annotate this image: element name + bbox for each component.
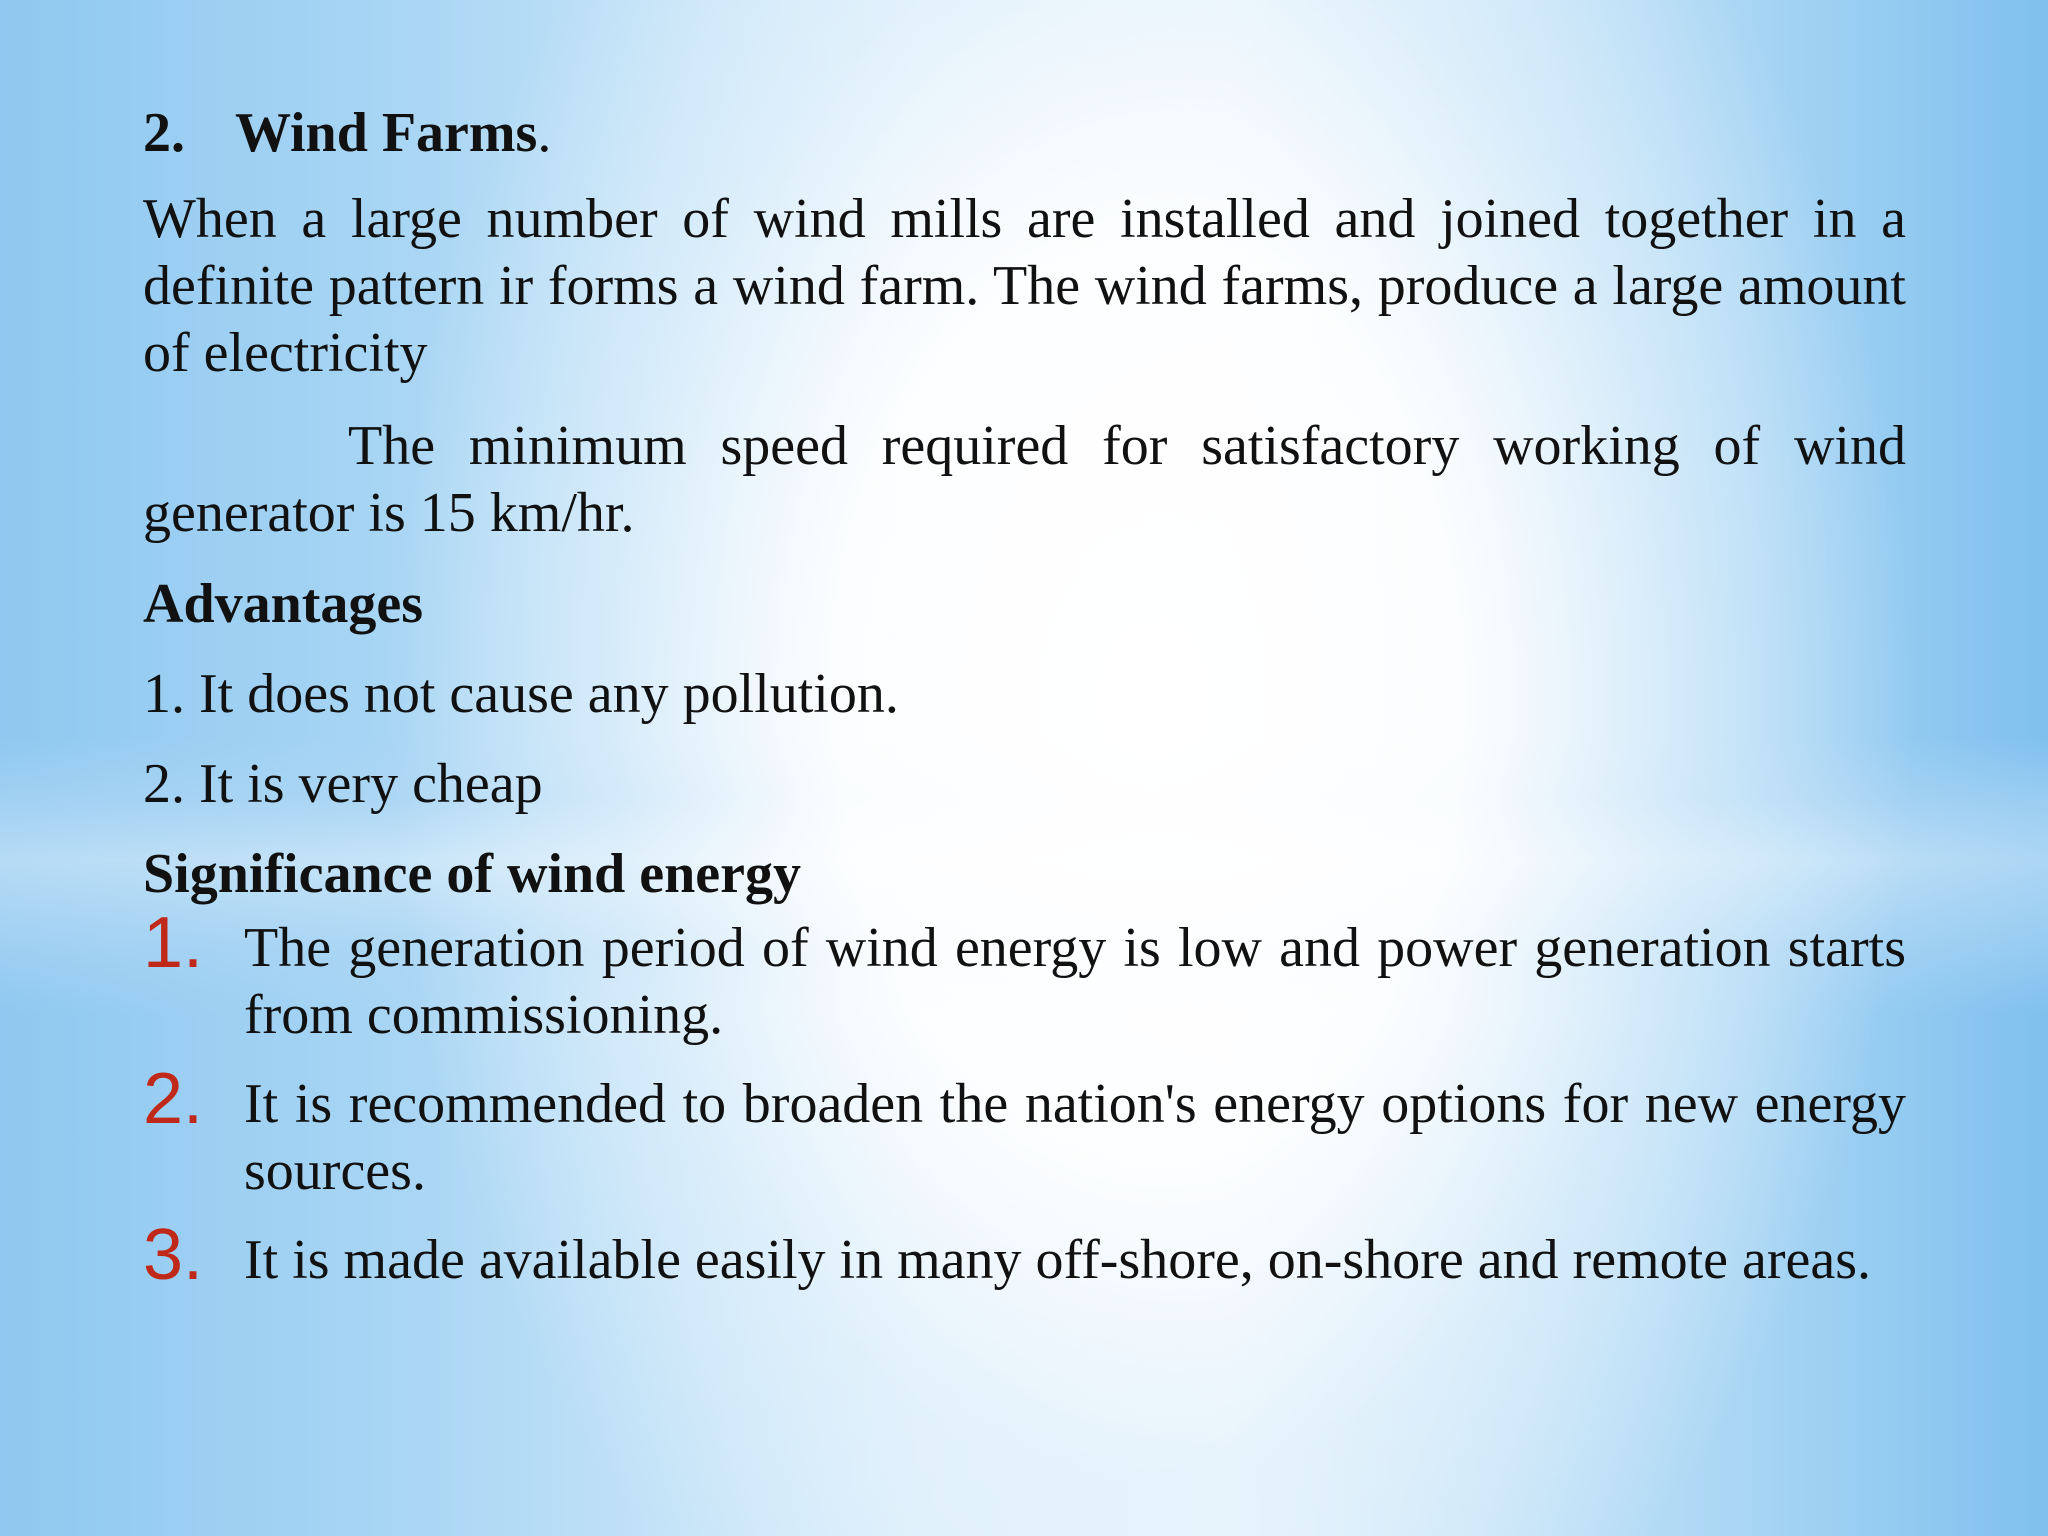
advantage-item-2: 2. It is very cheap [143, 753, 543, 815]
section-title: Wind Farms [235, 102, 538, 164]
significance-item-text: It is made available easily in many off-shore, on-shore and remote areas. [244, 1229, 1872, 1291]
advantage-item-1: 1. It does not cause any pollution. [143, 663, 899, 725]
section-title-suffix: . [537, 102, 552, 164]
section-heading [143, 100, 1906, 166]
paragraph-minimum-speed [143, 413, 1906, 547]
significance-item-1 [143, 903, 1906, 1049]
list-marker: 1. [143, 903, 204, 983]
paragraph-wind-farm-definition: When a large number of wind mills are installed and joined together in a definite pattern ir forms a wind farm. The wind farms, produce a large amount of electricity [143, 188, 1906, 384]
significance-item-text: It is recommended to broaden the nation's energy options for new energy sources. [244, 1073, 1906, 1202]
significance-heading: Significance of wind energy [143, 843, 801, 905]
list-marker: 2. [143, 1059, 204, 1139]
section-number: 2. [143, 102, 185, 164]
significance-list [143, 903, 1906, 1295]
slide-content [143, 100, 1906, 1316]
paragraph-minimum-speed-text: The minimum speed required for satisfactory working of wind generator is 15 km/hr. [143, 415, 1906, 544]
significance-item-3 [143, 1215, 1906, 1295]
list-marker: 3. [143, 1215, 204, 1295]
significance-item-text: The generation period of wind energy is low and power generation starts from commissioning. [244, 917, 1906, 1046]
advantages-heading: Advantages [143, 573, 424, 635]
significance-item-2 [143, 1059, 1906, 1205]
